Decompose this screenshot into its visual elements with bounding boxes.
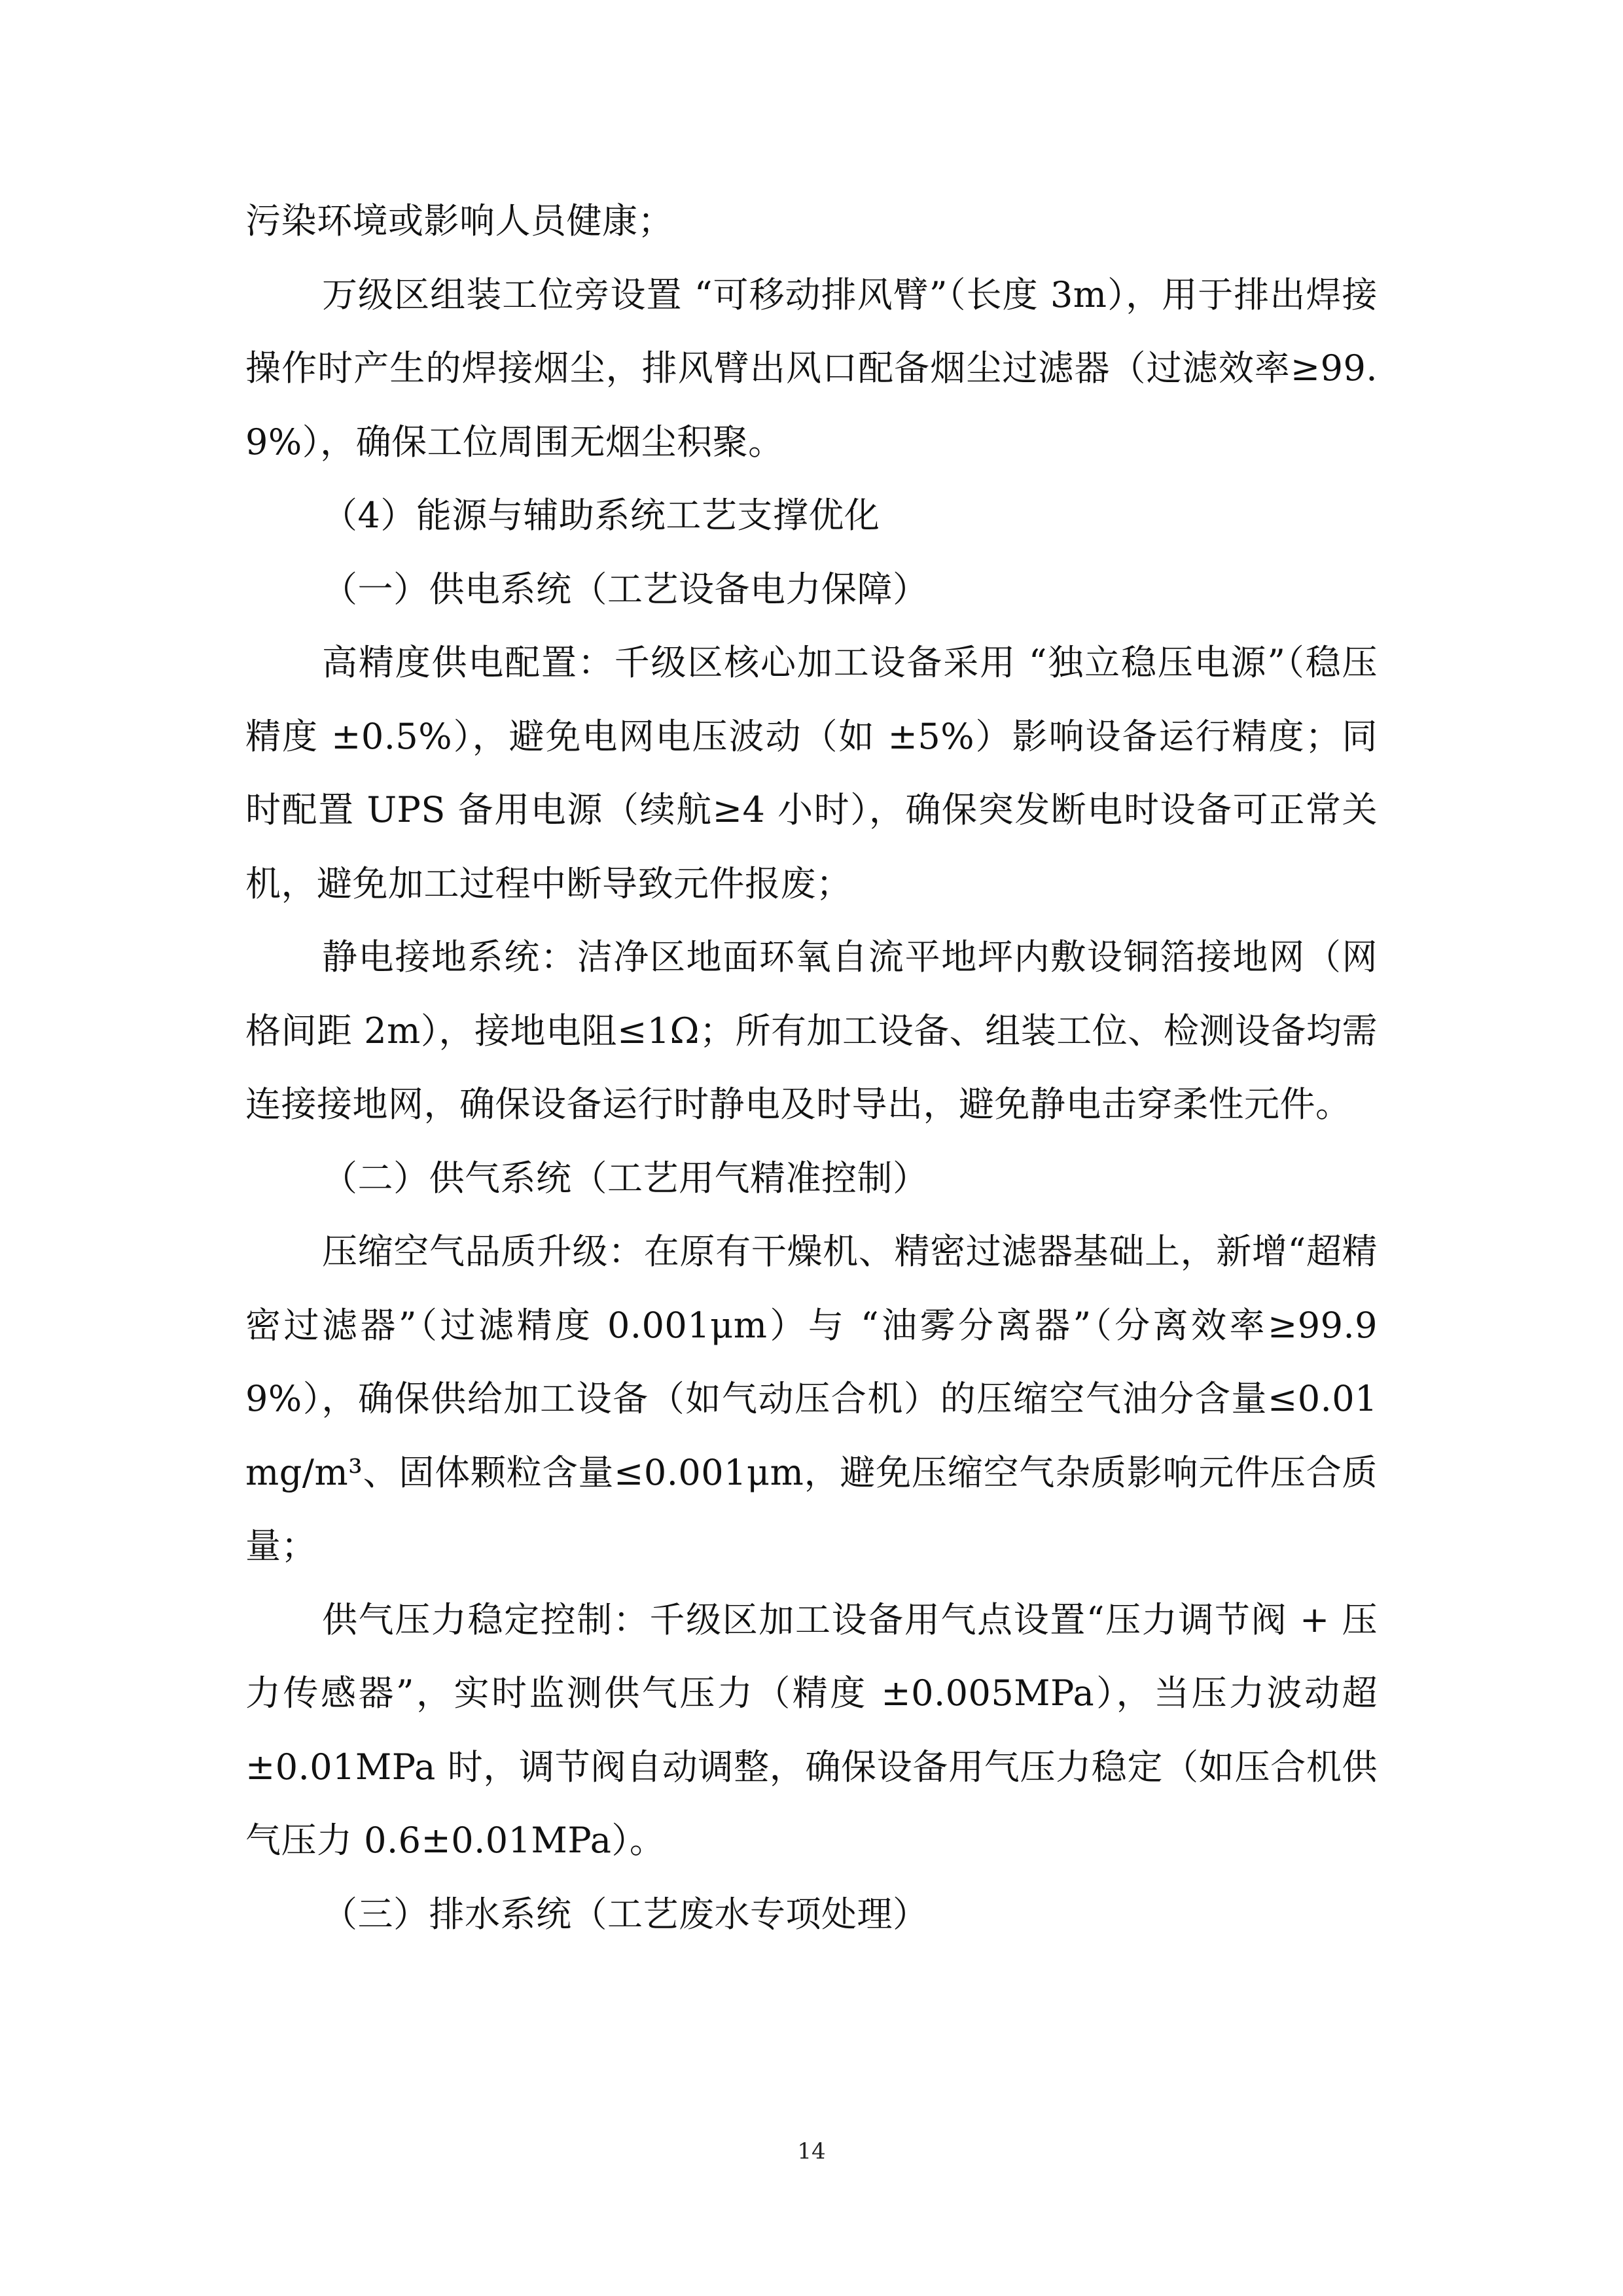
paragraph-exhaust-arm: 万级区组装工位旁设置 “可移动排风臂”（长度 3m），用于排出焊接操作时产生的焊接烟尘，排风臂出风口配备烟尘过滤器（过滤效率≥99.9%），确保工位周围无烟尘积聚。 [245, 274, 1378, 463]
page-number: 14 [797, 2138, 826, 2164]
paragraph-compressed-air-quality: 压缩空气品质升级：在原有干燥机、精密过滤器基础上，新增“超精密过滤器”（过滤精度 0.001μm）与 “油雾分离器”（分离效率≥99.99%），确保供给加工设备（如气动压合机）的压缩空气油分含量≤0.01mg/m³、固体颗粒含量≤0.001μm，避免压缩空气杂质影响元件压合质量； [245, 1231, 1378, 1566]
paragraph-gas-pressure-control: 供气压力稳定控制：千级区加工设备用气点设置“压力调节阀 + 压力传感器”，实时监测供气压力（精度 ±0.005MPa），当压力波动超 ±0.01MPa 时，调节阀自动调整，确保设备用气压力稳定（如压合机供气压力 0.6±0.01MPa）。 [245, 1598, 1378, 1861]
subsection-heading-drainage: （三）排水系统（工艺废水专项处理） [322, 1893, 929, 1935]
document-body [245, 185, 1378, 1951]
subsection-heading-power-supply: （一）供电系统（工艺设备电力保障） [322, 568, 929, 610]
paragraph-high-precision-power: 高精度供电配置：千级区核心加工设备采用 “独立稳压电源”（稳压精度 ±0.5%），避免电网电压波动（如 ±5%）影响设备运行精度；同时配置 UPS 备用电源（续航≥4 小时），确保突发断电时设备可正常关机，避免加工过程中断导致元件报废； [245, 642, 1378, 904]
paragraph-static-grounding: 静电接地系统：洁净区地面环氧自流平地坪内敷设铜箔接地网（网格间距 2m），接地电阻≤1Ω；所有加工设备、组装工位、检测设备均需连接接地网，确保设备运行时静电及时导出，避免静电击穿柔性元件。 [245, 936, 1378, 1125]
paragraph-continuation: 污染环境或影响人员健康； [245, 200, 673, 241]
section-heading-energy-aux: （4）能源与辅助系统工艺支撑优化 [322, 495, 880, 536]
subsection-heading-gas-supply: （二）供气系统（工艺用气精准控制） [322, 1157, 929, 1199]
